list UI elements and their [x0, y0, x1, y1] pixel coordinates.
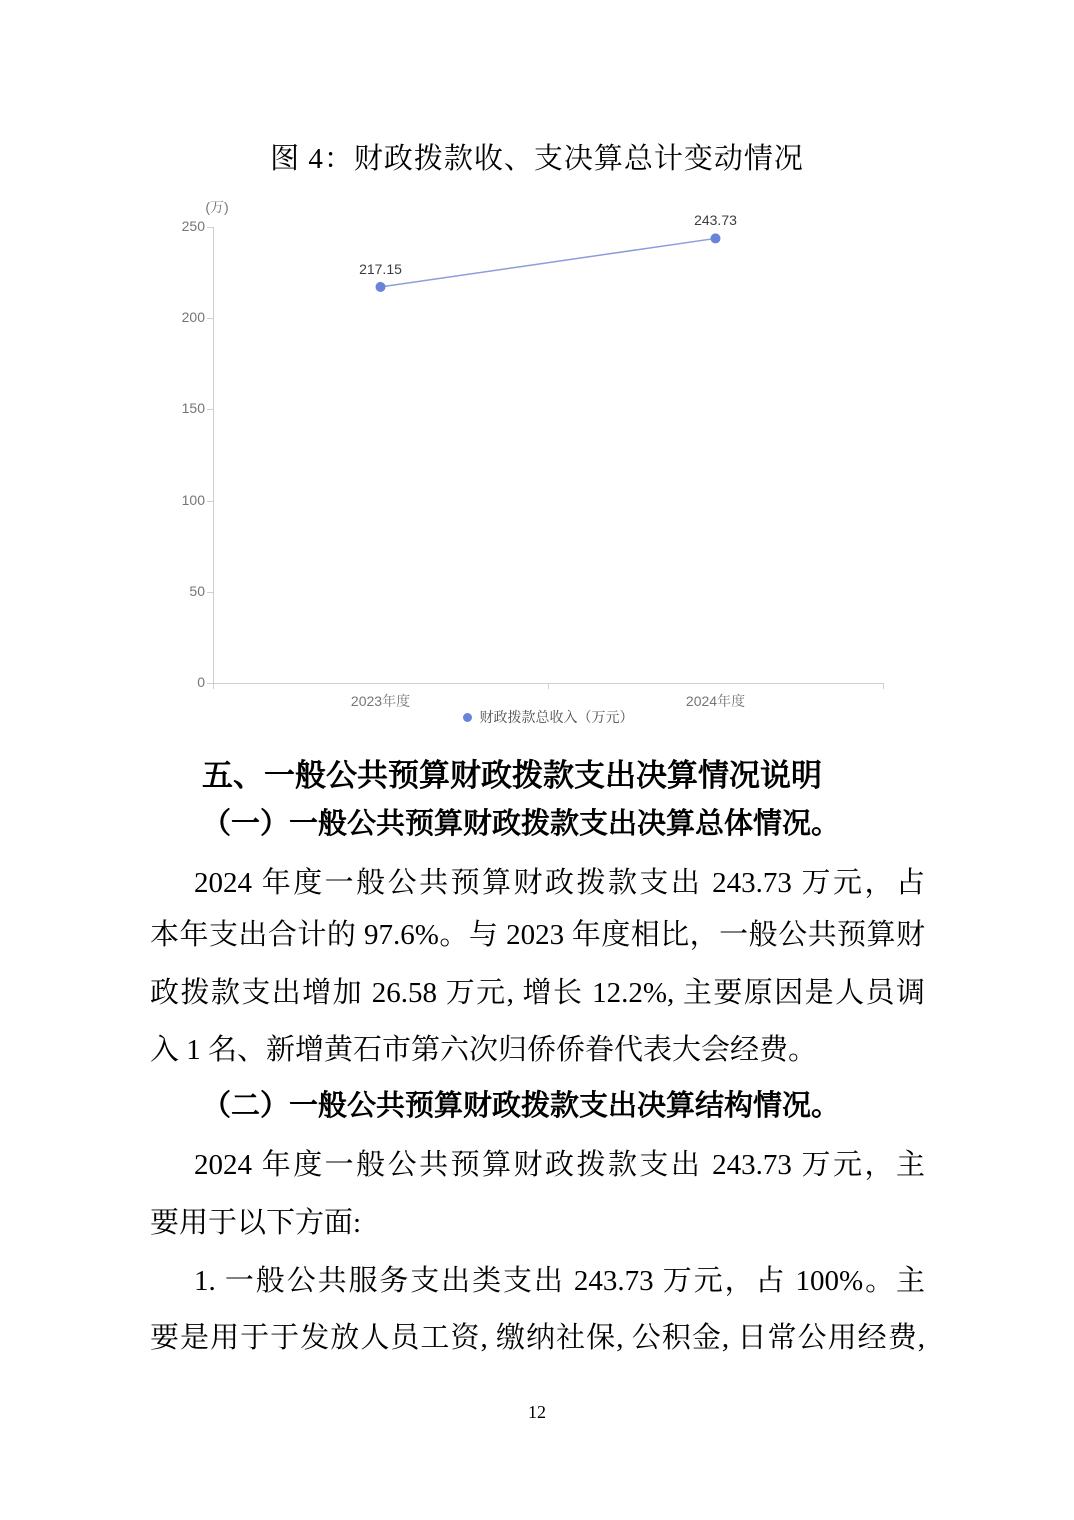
y-tick-label: 0: [197, 674, 205, 690]
data-point: [376, 282, 386, 292]
y-tick-label: 50: [189, 582, 205, 599]
subsection-heading-1: （一）一般公共预算财政拨款支出决算总体情况。: [202, 808, 841, 840]
legend: [213, 706, 883, 728]
section-heading: 五、一般公共预算财政拨款支出决算情况说明: [202, 758, 822, 793]
paragraph-line: 入 1 名、新增黄石市第六次归侨侨眷代表大会经费。: [150, 1034, 818, 1066]
paragraph-line: 2024 年度一般公共预算财政拨款支出 243.73 万元，占: [194, 867, 925, 899]
subsection-heading-2: （二）一般公共预算财政拨款支出决算结构情况。: [202, 1090, 841, 1122]
x-tick-mark: [213, 683, 214, 689]
legend-label: 财政拨款总收入（万元）: [479, 709, 634, 725]
figure-title: 图 4：财政拨款收、支决算总计变动情况: [270, 143, 804, 175]
chart: [0, 0, 1074, 740]
data-point-label: 217.15: [359, 260, 402, 277]
x-axis-label: 2023年度: [350, 693, 411, 709]
y-axis-unit-label: (万): [205, 199, 229, 215]
y-tick-mark: [207, 592, 213, 593]
y-tick-mark: [207, 501, 213, 502]
data-point-label: 243.73: [694, 212, 737, 229]
data-point: [711, 233, 721, 243]
y-tick-label: 250: [181, 218, 205, 234]
y-tick-mark: [207, 227, 213, 228]
y-tick-mark: [207, 318, 213, 319]
paragraph-line: 1. 一般公共服务支出类支出 243.73 万元，占 100%。主: [194, 1265, 925, 1297]
paragraph-line: 2024 年度一般公共预算财政拨款支出 243.73 万元，主: [194, 1149, 925, 1181]
paragraph-line: 本年支出合计的 97.6%。与 2023 年度相比，一般公共预算财: [150, 919, 925, 951]
y-tick-label: 100: [181, 491, 205, 508]
y-axis-line: [213, 227, 214, 683]
x-axis-label: 2024年度: [685, 693, 746, 709]
legend-marker-icon: [463, 713, 472, 722]
y-tick-mark: [207, 409, 213, 410]
page-number: 12: [528, 1402, 546, 1422]
line-series: [0, 0, 1074, 740]
x-tick-mark: [883, 683, 884, 689]
paragraph-line: 政拨款支出增加 26.58 万元, 增长 12.2%, 主要原因是人员调: [150, 977, 925, 1009]
paragraph-line: 要是用于于发放人员工资, 缴纳社保, 公积金, 日常公用经费,: [150, 1322, 925, 1354]
x-tick-mark: [548, 683, 549, 689]
paragraph-line: 要用于以下方面:: [150, 1207, 362, 1239]
y-tick-label: 200: [181, 309, 205, 326]
y-tick-label: 150: [181, 400, 205, 417]
